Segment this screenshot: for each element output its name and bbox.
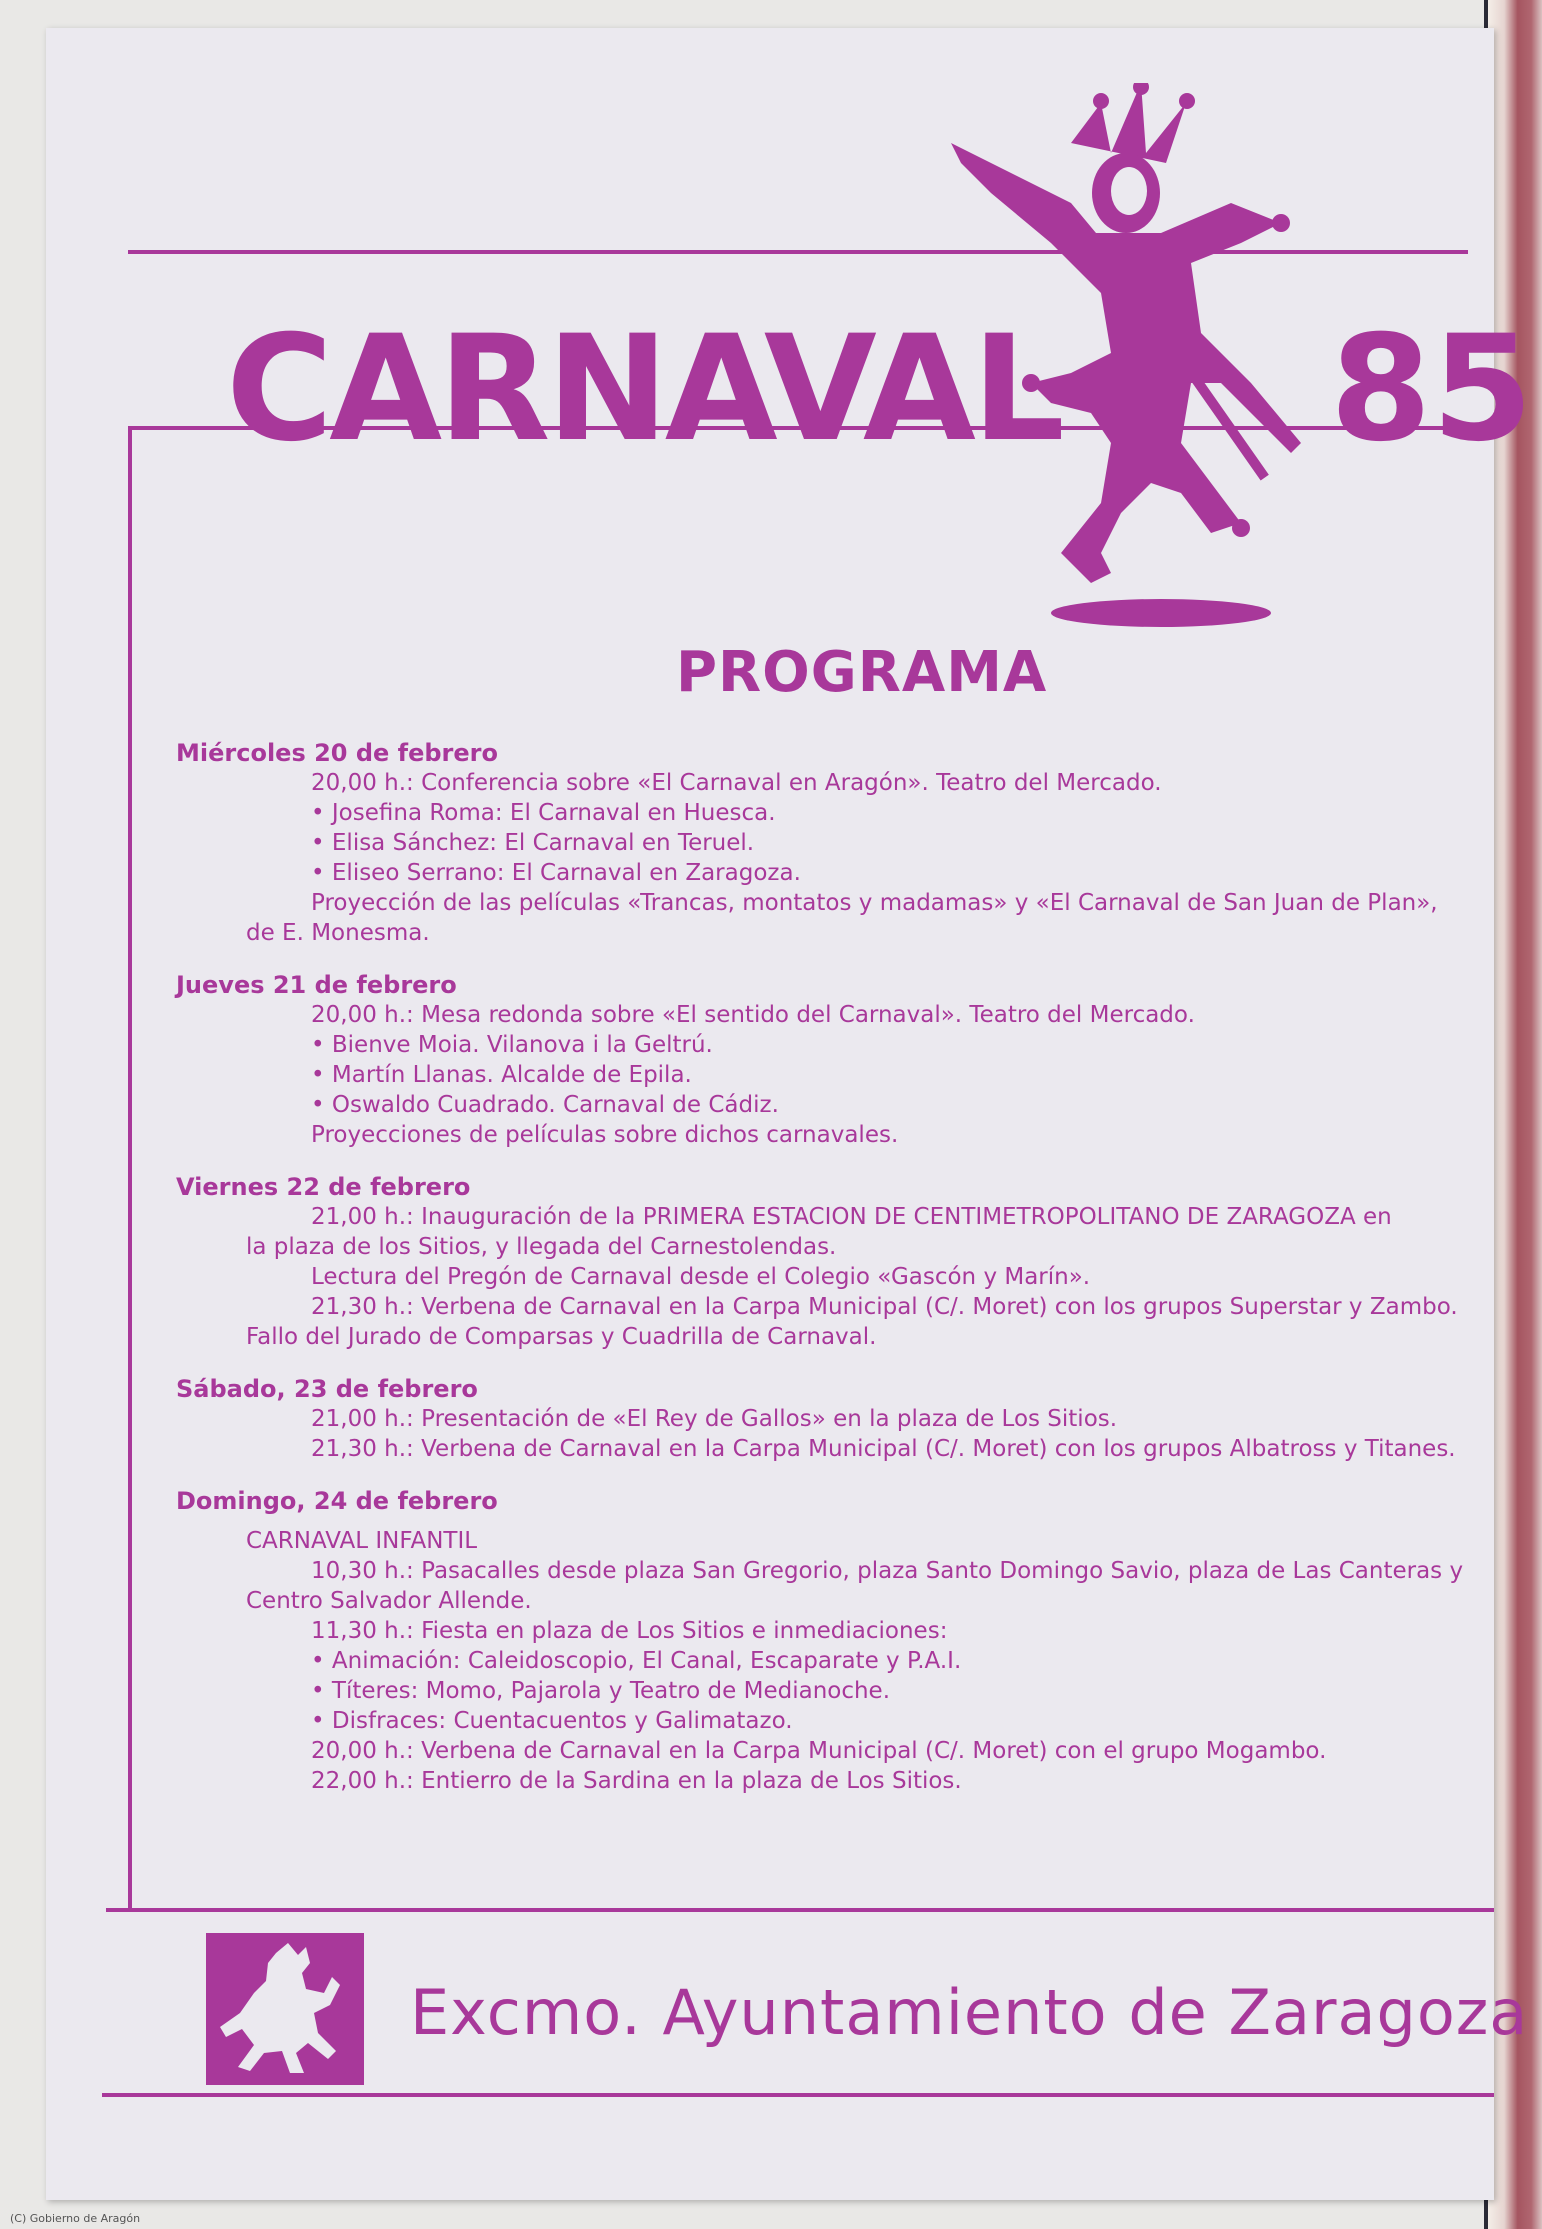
program-list	[176, 738, 1526, 1796]
image-credit: (C) Gobierno de Aragón	[10, 2212, 141, 2225]
program-line: de E. Monesma.	[246, 920, 430, 946]
day-title: Sábado, 23 de febrero	[176, 1375, 478, 1403]
program-line: CARNAVAL INFANTIL	[246, 1528, 478, 1554]
program-line: la plaza de los Sitios, y llegada del Carnestolendas.	[246, 1234, 837, 1260]
poster-page	[46, 28, 1534, 2200]
title-year: 85	[1330, 304, 1534, 474]
program-line: • Animación: Caleidoscopio, El Canal, Escaparate y P.A.I.	[176, 1646, 1526, 1676]
program-line: 21,30 h.: Verbena de Carnaval en la Carpa Municipal (C/. Moret) con los grupos Albatross y Titanes.	[311, 1436, 1456, 1462]
program-line: Centro Salvador Allende.	[246, 1588, 532, 1614]
program-line: • Títeres: Momo, Pajarola y Teatro de Medianoche.	[176, 1676, 1526, 1706]
footer-bottom-rule	[102, 2093, 1494, 2097]
program-line: Proyección de las películas «Trancas, montatos y madamas» y «El Carnaval de San Juan de Plan»,	[311, 890, 1438, 916]
program-line: 22,00 h.: Entierro de la Sardina en la plaza de Los Sitios.	[311, 1768, 962, 1794]
frame-bottom-rule	[106, 1908, 1494, 1912]
program-line: Proyecciones de películas sobre dichos carnavales.	[311, 1122, 899, 1148]
program-line: 20,00 h.: Mesa redonda sobre «El sentido del Carnaval». Teatro del Mercado.	[311, 1002, 1195, 1028]
program-line: 20,00 h.: Verbena de Carnaval en la Carpa Municipal (C/. Moret) con el grupo Mogambo.	[311, 1738, 1327, 1764]
program-line: 21,00 h.: Inauguración de la PRIMERA ESTACION DE CENTIMETROPOLITANO DE ZARAGOZA en	[311, 1204, 1392, 1230]
left-frame-rule	[128, 426, 132, 1911]
program-line: Lectura del Pregón de Carnaval desde el Colegio «Gascón y Marín».	[311, 1264, 1091, 1290]
lion-icon	[206, 1933, 364, 2085]
program-line: Fallo del Jurado de Comparsas y Cuadrilla de Carnaval.	[246, 1324, 877, 1350]
title-carnaval: CARNAVAL	[226, 304, 1061, 474]
program-line: 21,00 h.: Presentación de «El Rey de Gallos» en la plaza de Los Sitios.	[311, 1406, 1118, 1432]
day-title: Viernes 22 de febrero	[176, 1173, 471, 1201]
program-line: 20,00 h.: Conferencia sobre «El Carnaval en Aragón». Teatro del Mercado.	[311, 770, 1162, 796]
program-line: • Disfraces: Cuentacuentos y Galimatazo.	[176, 1706, 1526, 1736]
zaragoza-lion-emblem	[206, 1933, 364, 2085]
program-line: • Bienve Moia. Vilanova i la Geltrú.	[176, 1030, 1526, 1060]
day-title: Jueves 21 de febrero	[176, 971, 457, 999]
program-line: 10,30 h.: Pasacalles desde plaza San Gregorio, plaza Santo Domingo Savio, plaza de Las Canteras y	[311, 1558, 1464, 1584]
program-line: • Eliseo Serrano: El Carnaval en Zaragoza.	[176, 858, 1526, 888]
program-line: 11,30 h.: Fiesta en plaza de Los Sitios e inmediaciones:	[311, 1618, 948, 1644]
day-title: Miércoles 20 de febrero	[176, 739, 498, 767]
programa-heading: PROGRAMA	[676, 640, 1048, 705]
program-line: • Martín Llanas. Alcalde de Epila.	[176, 1060, 1526, 1090]
program-line: • Elisa Sánchez: El Carnaval en Teruel.	[176, 828, 1526, 858]
program-line: • Josefina Roma: El Carnaval en Huesca.	[176, 798, 1526, 828]
top-rule	[128, 250, 1468, 254]
day-title: Domingo, 24 de febrero	[176, 1487, 498, 1515]
program-line: • Oswaldo Cuadrado. Carnaval de Cádiz.	[176, 1090, 1526, 1120]
footer-ayuntamiento: Excmo. Ayuntamiento de Zaragoza	[410, 1976, 1529, 2049]
program-line: 21,30 h.: Verbena de Carnaval en la Carpa Municipal (C/. Moret) con los grupos Superstar y Zambo.	[311, 1294, 1458, 1320]
